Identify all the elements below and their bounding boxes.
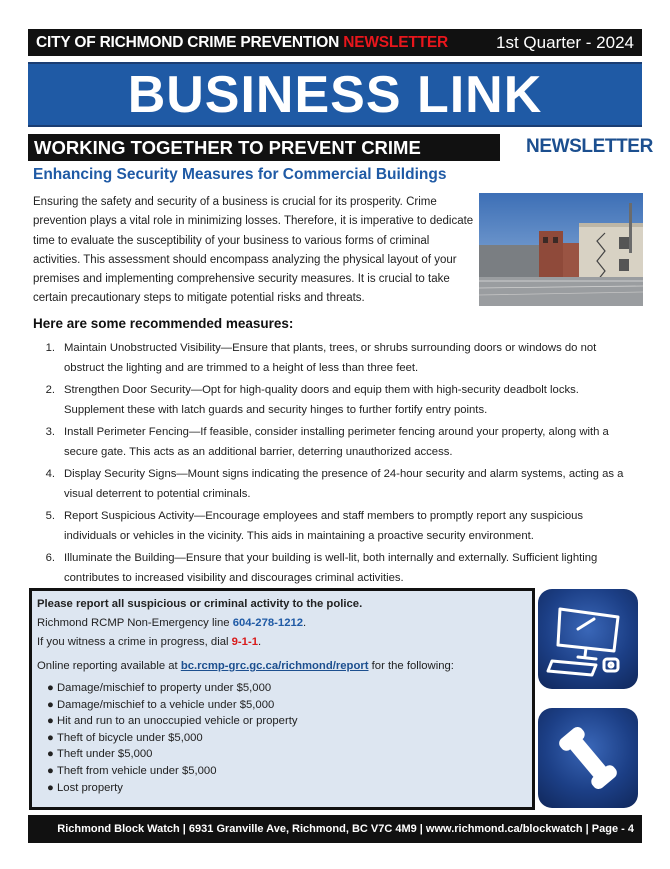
bullet-icon: ● [47, 748, 54, 761]
list-item-text: Report Suspicious Activity—Encourage employees and staff members to promptly report any suspicious individuals or vehicles in the vicinity. This aids in maintaining a proactive security environment. [64, 510, 584, 542]
list-item-text: Lost property [57, 781, 123, 794]
building-illustration [479, 193, 643, 306]
list-item [33, 507, 633, 546]
list-item-text: Illuminate the Building—Ensure that your building is well-lit, both internally and externally. Sufficient lighting contributes to increased visibility and discourages criminal activities. [64, 552, 598, 584]
online-suffix: for the following: [368, 660, 454, 672]
measures-list [33, 339, 633, 591]
list-item [47, 746, 527, 763]
measures-heading: Here are some recommended measures: [33, 316, 294, 331]
online-prefix: Online reporting available at [37, 660, 181, 672]
tagline: WORKING TOGETHER TO PREVENT CRIME [34, 136, 421, 158]
list-item-text: Damage/mischief to property under $5,000 [57, 682, 272, 694]
list-item-text: Strengthen Door Security—Opt for high-quality doors and equip them with high-security deadbolt locks. Supplement these with latch guards and security hinges to further fortify entry points. [64, 384, 579, 416]
list-item-text: Display Security Signs—Mount signs indicating the presence of 24-hour security and alarm systems, acting as a visual deterrent to potential criminals. [64, 468, 624, 500]
list-item-text: Theft of bicycle under $5,000 [57, 731, 203, 744]
list-item-number: 3. [45, 426, 55, 438]
bullet-icon: ● [47, 731, 54, 744]
rcmp-line [37, 614, 527, 633]
tagline-bar [28, 134, 500, 161]
phone-icon [538, 708, 638, 808]
computer-icon [538, 589, 638, 689]
bullet-icon: ● [47, 715, 54, 728]
list-item [47, 680, 527, 697]
report-info-box [29, 588, 535, 810]
series-prefix: CITY OF RICHMOND CRIME PREVENTION [36, 33, 344, 51]
phone-icon-graphic [538, 708, 638, 808]
online-reporting-line [37, 657, 527, 676]
list-item [47, 780, 527, 797]
issue-quarter: 1st Quarter - 2024 [496, 32, 634, 52]
bullet-icon: ● [47, 698, 54, 711]
computer-icon-graphic [538, 589, 638, 689]
online-report-link[interactable]: bc.rcmp-grc.gc.ca/richmond/report [180, 660, 369, 672]
list-item-text: Hit and run to an unoccupied vehicle or property [57, 715, 298, 728]
newsletter-series-title [36, 34, 448, 52]
list-item-text: Damage/mischief to a vehicle under $5,000 [57, 698, 275, 711]
list-item-text: Theft under $5,000 [57, 748, 153, 761]
list-item [33, 465, 633, 504]
rcmp-phone-link[interactable]: 604-278-1212 [232, 617, 304, 629]
masthead-banner [28, 62, 642, 127]
list-item [47, 730, 527, 747]
footer-text: Richmond Block Watch | 6931 Granville Ave, Richmond, BC V7C 4M9 | www.richmond.ca/blockwatch | Page - 4 [57, 823, 634, 835]
newsletter-label: NEWSLETTER [526, 136, 653, 157]
bullet-icon: ● [47, 781, 54, 794]
article-intro: Ensuring the safety and security of a business is crucial for its prosperity. Crime prevention plays a vital role in minimizing losses. Therefore, it is imperative to dedicate time to evaluate the susceptibility of your business to various forms of criminal activities. This assessment should encompass analyzing the physical layout of your premises and implementing comprehensive security measures. It is crucial to take certain precautionary steps to mitigate potential risks and threats. [33, 196, 474, 305]
series-highlight: NEWSLETTER [343, 33, 449, 51]
list-item-text: Theft from vehicle under $5,000 [57, 764, 217, 777]
bullet-icon: ● [47, 682, 54, 694]
article-title: Enhancing Security Measures for Commercial Buildings [33, 166, 447, 183]
emergency-line [37, 633, 527, 652]
emergency-suffix: . [258, 636, 262, 648]
list-item-text: Maintain Unobstructed Visibility—Ensure that plants, trees, or shrubs surrounding doors or windows do not obstruct the lighting and are trimmed to a height of less than three feet. [64, 342, 597, 374]
list-item [47, 697, 527, 714]
rcmp-prefix: Richmond RCMP Non-Emergency line [37, 617, 233, 629]
list-item [33, 339, 633, 378]
page-footer [28, 815, 642, 843]
list-item-number: 5. [45, 510, 55, 522]
top-header-bar [28, 29, 642, 56]
list-item-number: 2. [45, 384, 55, 396]
emergency-number: 9-1-1 [231, 636, 259, 648]
list-item-number: 4. [45, 468, 55, 480]
list-item [33, 381, 633, 420]
list-item-text: Install Perimeter Fencing—If feasible, consider installing perimeter fencing around your property, along with a secure gate. This acts as an additional barrier, deterring unauthorized access. [64, 426, 609, 458]
list-item [47, 763, 527, 780]
commercial-building-photo [479, 193, 643, 306]
list-item [47, 713, 527, 730]
rcmp-suffix: . [303, 617, 307, 629]
list-item-number: 6. [45, 552, 55, 564]
report-heading: Please report all suspicious or criminal activity to the police. [37, 598, 363, 610]
reportable-items-list [37, 680, 527, 796]
list-item [33, 549, 633, 588]
emergency-prefix: If you witness a crime in progress, dial [37, 636, 232, 648]
list-item [33, 423, 633, 462]
bullet-icon: ● [47, 764, 54, 777]
masthead-title: BUSINESS LINK [127, 65, 543, 124]
list-item-number: 1. [45, 342, 55, 354]
